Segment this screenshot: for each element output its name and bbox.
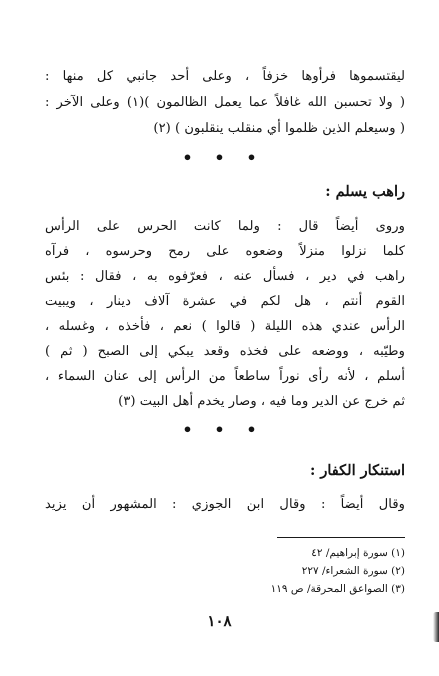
text-line: ( وسيعلم الذين ظلموا أي منقلب ينقلبون ) (٢) [153, 121, 405, 136]
text-line: الرأس عندي هذه الليلة ( قالوا ) نعم ، فأخذه ، وغسله ، [45, 319, 405, 334]
footnote: (٣) الصواعق المحرقة/ ص ١١٩ [270, 583, 405, 595]
text-line: ( ولا تحسبن الله غافلاً عما يعمل الظالمون )(١) وعلى الآخر : [45, 95, 405, 110]
section-heading: استنكار الكفار : [309, 462, 405, 479]
page-number: ١٠٨ [207, 612, 232, 630]
dot: • [214, 420, 225, 439]
dot: • [246, 148, 257, 167]
dot: • [214, 148, 225, 167]
text-line: وروى أيضاً قال : ولما كانت الحرس على الرأس [45, 219, 405, 234]
text-line: وطيّبه ، ووضعه على فخذه وقعد يبكي إلى الصبح ( ثم ) [45, 344, 405, 359]
text-line: القوم أنتم ، هل لكم في عشرة آلاف دينار ، ويبيت [45, 294, 405, 309]
footnote: (١) سورة إبراهيم/ ٤٢ [311, 547, 405, 559]
separator-dots [0, 148, 439, 167]
text-line: وقال أيضاً : وقال ابن الجوزي : المشهور أن يزيد [45, 497, 405, 512]
text-line: ثم خرج عن الدير وما فيه ، وصار يخدم أهل البيت (٣) [118, 394, 405, 409]
dot: • [182, 420, 193, 439]
section-heading: راهب يسلم : [325, 183, 405, 200]
text-line: أسلم ، لأنه رأى نوراً ساطعاً من الرأس إلى عنان السماء ، [45, 369, 405, 384]
dot: • [182, 148, 193, 167]
text-line: ليقتسموها فرأوها خزفاً ، وعلى أحد جانبي كل منها : [45, 69, 405, 84]
text-line: كلما نزلوا منزلاً وضعوه على رمح وحرسوه ، فرآه [45, 244, 405, 259]
dot: • [246, 420, 257, 439]
page-edge-shadow [433, 612, 439, 642]
footnote-rule [277, 537, 405, 538]
text-line: راهب في دير ، فسأل عنه ، فعرّفوه به ، فقال : بئس [45, 269, 405, 284]
separator-dots [0, 420, 439, 439]
footnote: (٢) سورة الشعراء/ ٢٢٧ [301, 565, 405, 577]
